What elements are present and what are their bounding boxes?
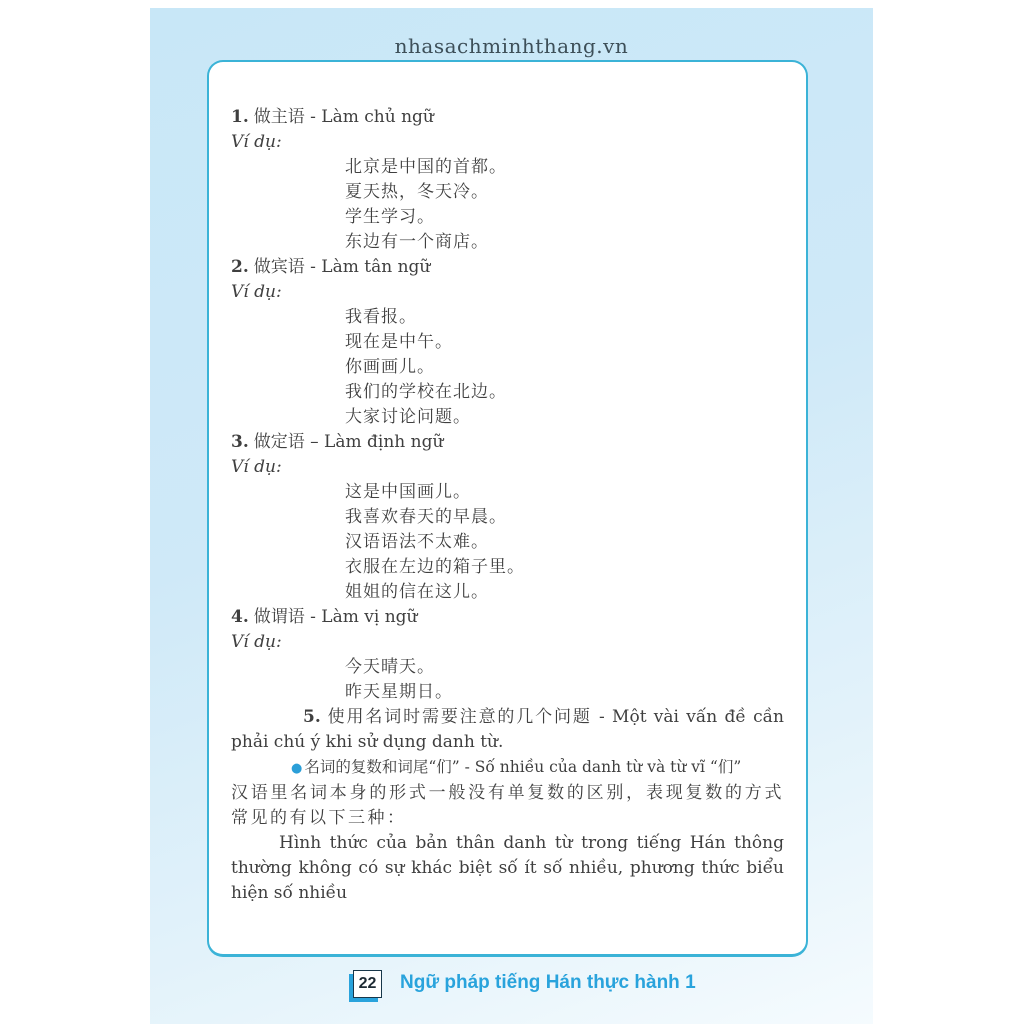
section-4	[231, 605, 784, 705]
example-list	[231, 655, 784, 705]
example-line: 衣服在左边的箱子里。	[345, 557, 525, 577]
example-list	[231, 155, 784, 255]
section-number: 5.	[303, 707, 321, 727]
example-line: 今天晴天。	[345, 657, 435, 677]
example-line: 我看报。	[345, 307, 417, 327]
section-1	[231, 105, 784, 255]
bullet-heading-text: 名词的复数和词尾“们” - Số nhiều của danh từ và từ vĩ “们”	[304, 758, 742, 776]
bullet-heading	[231, 755, 784, 781]
section-title: 使用名词时需要注意的几个问题 - Một vài vấn đề cần phải chú ý khi sử dụng danh từ.	[231, 707, 784, 752]
section-3	[231, 430, 784, 605]
example-line: 北京是中国的首都。	[345, 157, 507, 177]
paragraph-chinese: 汉语里名词本身的形式一般没有单复数的区别，表现复数的方式常见的有以下三种：	[231, 783, 784, 828]
section-number: 1.	[231, 107, 249, 127]
bullet-icon: ●	[291, 761, 303, 776]
section-heading	[231, 105, 784, 130]
section-heading	[231, 430, 784, 455]
example-label: Ví dụ:	[231, 132, 282, 152]
content-box	[207, 60, 808, 957]
section-heading	[231, 705, 784, 755]
section-number: 2.	[231, 257, 249, 277]
example-line: 你画画儿。	[345, 357, 435, 377]
example-label: Ví dụ:	[231, 282, 282, 302]
section-heading	[231, 255, 784, 280]
page-background	[150, 8, 873, 1024]
example-line: 东边有一个商店。	[345, 232, 489, 252]
example-line: 我喜欢春天的早晨。	[345, 507, 507, 527]
example-line: 夏天热，冬天冷。	[345, 182, 489, 202]
section-title: 做宾语 - Làm tân ngữ	[253, 257, 431, 277]
example-list	[231, 480, 784, 605]
paragraph-vietnamese: Hình thức của bản thân danh từ trong tiếng Hán thông thường không có sự khác biệt số ít số nhiều, phương thức biểu hiện số nhiều	[231, 833, 784, 903]
example-line: 我们的学校在北边。	[345, 382, 507, 402]
section-title: 做定语 – Làm định ngữ	[253, 432, 444, 452]
page-number-badge: 22	[353, 970, 382, 998]
example-line: 大家讨论问题。	[345, 407, 471, 427]
section-2	[231, 255, 784, 430]
example-line: 姐姐的信在这儿。	[345, 582, 489, 602]
example-label: Ví dụ:	[231, 632, 282, 652]
section-heading	[231, 605, 784, 630]
section-5	[231, 705, 784, 906]
example-line: 现在是中午。	[345, 332, 453, 352]
example-line: 汉语语法不太难。	[345, 532, 489, 552]
page-footer	[150, 966, 873, 1010]
section-number: 3.	[231, 432, 249, 452]
example-line: 昨天星期日。	[345, 682, 453, 702]
example-line: 这是中国画儿。	[345, 482, 471, 502]
example-label: Ví dụ:	[231, 457, 282, 477]
book-title: Ngữ pháp tiếng Hán thực hành 1	[400, 972, 696, 993]
section-title: 做主语 - Làm chủ ngữ	[253, 107, 434, 127]
section-title: 做谓语 - Làm vị ngữ	[253, 607, 418, 627]
example-line: 学生学习。	[345, 207, 435, 227]
section-number: 4.	[231, 607, 249, 627]
site-header: nhasachminhthang.vn	[394, 34, 629, 58]
example-list	[231, 305, 784, 430]
